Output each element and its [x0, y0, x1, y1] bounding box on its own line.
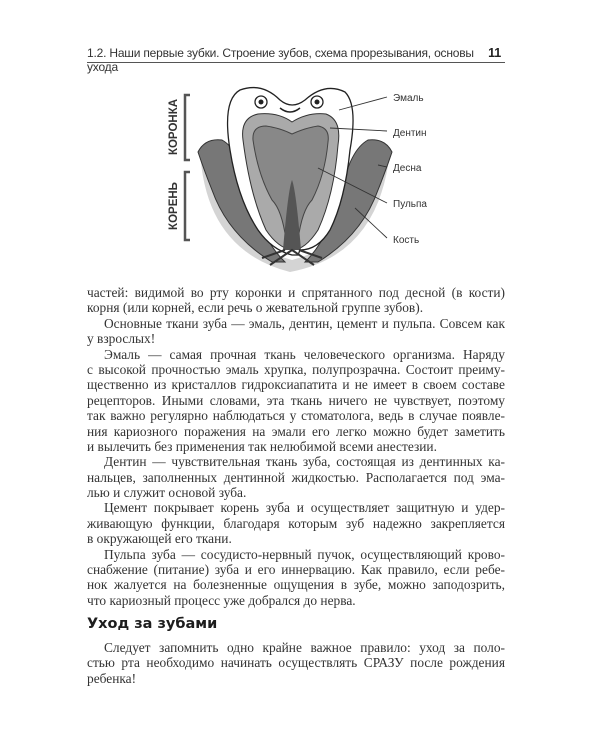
label-enamel: Эмаль [393, 93, 424, 104]
text-line: Дентин — чувствительная ткань зуба, состоящая из дентинных ка- [104, 454, 505, 470]
text-line: частей: видимой во рту коронки и спрятанного под десной (в кости) [87, 285, 505, 300]
section-heading: Уход за зубами [87, 616, 218, 632]
text-line: ния кариозного поражения на эмали его легко можно будет заметить [87, 423, 505, 439]
text-line: и вылечить без применения так нелюбимой всеми анестезии. [87, 438, 437, 454]
paragraph [87, 547, 505, 609]
text-line: рецепторов. Иными словами, эта ткань ничего не чувствует, поэтому [87, 392, 505, 408]
text-line: ребенка! [87, 670, 137, 686]
label-pulp: Пульпа [393, 199, 427, 210]
text-line: так важно регулярно наблюдаться у стоматолога, ведь в случае появле- [87, 408, 505, 424]
paragraph [87, 347, 505, 455]
text-line: нок жалуется на болезненные ощущения в зубе, можно заподозрить, [87, 577, 505, 593]
text-line: нальцев, заполненных дентинной жидкостью. Располагается под эма- [87, 469, 505, 485]
text-line: стью рта необходимо начинать осуществлять СРАЗУ после рождения [87, 655, 505, 671]
text-line: Эмаль — самая прочная ткань человеческого организма. Наряду [104, 346, 505, 362]
header-title: 1.2. Наши первые зубки. Строение зубов, схема прорезывания, основы ухода [87, 46, 474, 74]
text-line: что кариозный процесс уже добрался до нерва. [87, 592, 356, 608]
paragraph [87, 454, 505, 500]
text-line: щественно из кристаллов гидроксиапатита и не имеет в своем составе [87, 377, 505, 393]
paragraph [87, 500, 505, 546]
text-line: Пульпа зуба — сосудисто-нервный пучок, осуществляющий крово- [104, 546, 505, 562]
label-gum: Десна [393, 163, 422, 174]
label-bone: Кость [393, 235, 420, 246]
root-bracket [185, 172, 190, 240]
text-line: снабжение (питание) зуба и его иннервацию. Как правило, если ребе- [87, 562, 505, 578]
body-text [87, 285, 505, 608]
text-line: у взрослых! [87, 331, 156, 347]
tooth-pupil-left [259, 100, 264, 105]
text-line: Основные ткани зуба — эмаль, дентин, цемент и пульпа. Совсем как [104, 315, 505, 331]
tooth-structure-diagram [0, 0, 600, 290]
paragraph [87, 640, 505, 686]
text-line: в окружающей его ткани. [87, 531, 232, 547]
text-line: Цемент покрывает корень зуба и осуществляет защитную и удер- [104, 500, 505, 516]
section-body-text [87, 640, 505, 686]
page-number: 11 [488, 46, 501, 60]
paragraph [87, 316, 505, 347]
label-dentin: Дентин [393, 128, 427, 139]
crown-label: КОРОНКА [168, 98, 180, 156]
text-line: с высокой прочностью эмаль хрупка, полупрозрачна. Состоит преиму- [87, 361, 505, 377]
root-label: КОРЕНЬ [168, 182, 180, 230]
tooth-pupil-right [315, 100, 320, 105]
paragraph [87, 285, 505, 316]
text-line: Следует запомнить одно крайне важное правило: уход за поло- [104, 640, 505, 655]
text-line: корня (или корней, если речь о жевательной группе зубов). [87, 300, 424, 316]
crown-bracket [185, 95, 190, 160]
text-line: лью и служит основой зуба. [87, 485, 247, 501]
text-line: живающую функции, благодаря которым зуб надежно закрепляется [87, 515, 505, 531]
